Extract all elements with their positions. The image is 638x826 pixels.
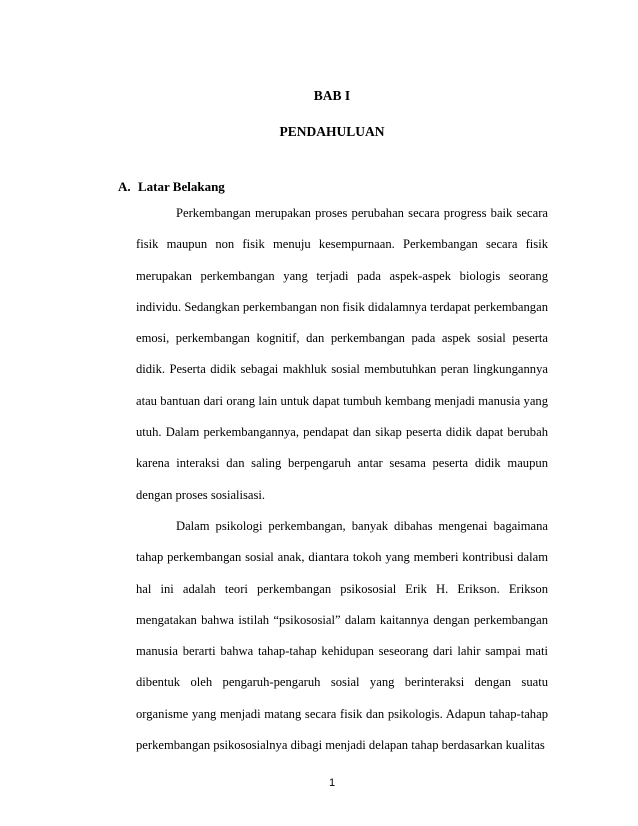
paragraph-2: Dalam psikologi perkembangan, banyak dibahas mengenai bagaimana tahap perkembangan sosial anak, diantara tokoh yang memberi kontribusi dalam hal ini adalah teori perkembangan psikososial Erik H. Erikson. Erikson mengatakan bahwa istilah “psikososial” dalam kaitannya dengan perkembangan manusia berarti bahwa tahap-tahap kehidupan seseorang dari lahir sampai mati dibentuk oleh pengaruh-pengaruh sosial yang berinteraksi dengan suatu organisme yang menjadi matang secara fisik dan psikologis. Adapun tahap-tahap perkembangan psikososialnya dibagi menjadi delapan tahap berdasarkan kualitas [136, 518, 548, 753]
section-marker: A. [118, 179, 131, 194]
section-title: Latar Belakang [138, 179, 225, 194]
chapter-title: PENDAHULUAN [279, 124, 385, 139]
page-number: 1 [328, 777, 336, 789]
body-text [136, 198, 548, 761]
chapter-number: BAB I [313, 88, 351, 103]
section-heading [118, 179, 225, 195]
paragraph-1: Perkembangan merupakan proses perubahan secara progress baik secara fisik maupun non fisik menuju kesempurnaan. Perkembangan secara fisik merupakan perkembangan yang terjadi pada aspek-aspek biologis seorang individu. Sedangkan perkembangan non fisik didalamnya terdapat perkembangan emosi, perkembangan kognitif, dan perkembangan pada aspek sosial peserta didik. Peserta didik sebagai makhluk sosial membutuhkan peran lingkungannya atau bantuan dari orang lain untuk dapat tumbuh kembang menjadi manusia yang utuh. Dalam perkembangannya, pendapat dan sikap peserta didik dapat berubah karena interaksi dan saling berpengaruh antar sesama peserta didik maupun dengan proses sosialisasi. [136, 206, 548, 502]
